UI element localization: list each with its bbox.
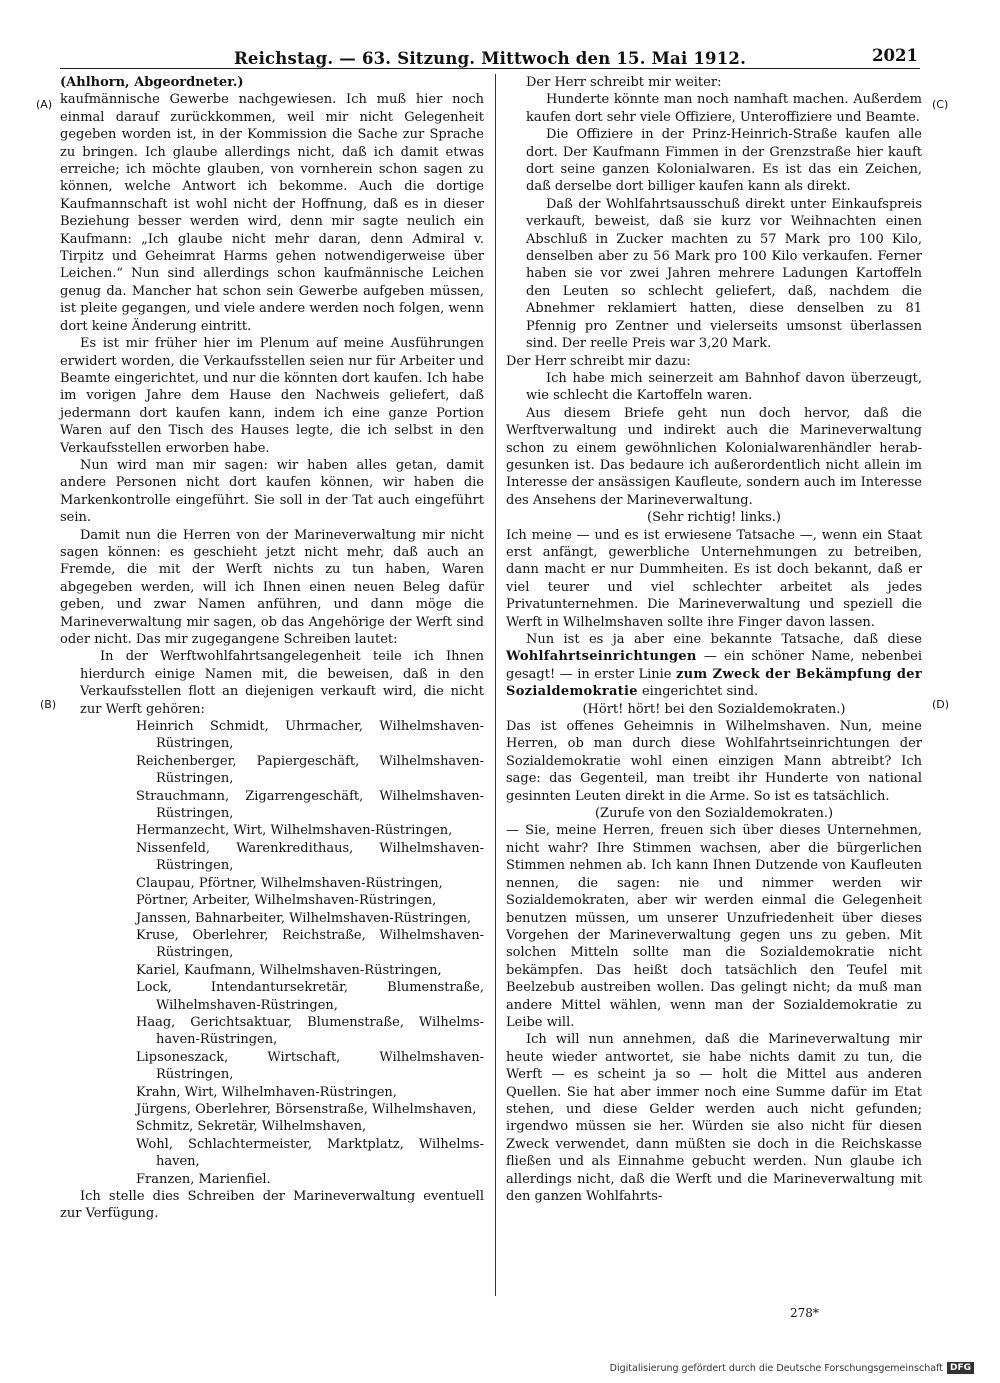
paragraph-text: Nun ist es ja aber eine bekannte Tatsache, daß diese — [526, 632, 922, 647]
paragraph — [506, 631, 922, 701]
dfg-logo: DFG — [947, 1362, 974, 1374]
emphasis-text: Wohlfahrtseinrichtungen — [506, 649, 697, 665]
paragraph-text: — ein schöner Name, nebenbei gesagt! — in erster Linie — [506, 649, 922, 682]
paragraph: Ich will nun annehmen, daß die Marineverwaltung mir heute wieder antwortet, sie habe nichts damit zu tun, die Werft — es scheint ja so — holt die Mittel aus anderen Quellen. Sie hat aber immer noch eine Summe dafür im Etat stehen, und diese Gelder werden auch nicht gefunden; irgendwo müssen sie her. Würden sie also nicht für diesen Zweck verwendet, dann müßten sie doch in die Reichskasse fließen und als Einnahme gebucht werden. Nun glaube ich allerdings nicht, daß die Werft und die Marineverwaltung mit den ganzen Wohlfahrts- — [506, 1032, 922, 1204]
paragraph: — Sie, meine Herren, freuen sich über dieses Unternehmen, nicht wahr? Ihre Stimmen wachsen, aber die bürgerlichen Stimmen nehmen ab. Ich kann Ihnen Dutzende von Kaufleuten nennen, die sagen: nie und nimmer werden wir Sozialdemokraten, aber wir werden einmal die Gelegenheit benutzen müssen, um unserer Unzufriedenheit über dieses Vorgehen der Marineverwaltung gegen uns zu geben. Mit solchen Mitteln sollte man die Sozialdemokratie nicht bekämpfen. Das heißt doch tatsächlich den Teufel mit Beelzebub austreiben wollen. Das gelingt nicht; da muß man andere Mittel wählen, wenn man der Sozialdemokratie zu Leibe will. — [506, 823, 922, 1030]
margin-mark-b: (B) — [40, 698, 57, 711]
interjection: (Zurufe von den Sozialdemokraten.) — [594, 806, 834, 822]
name-entry: Nissenfeld, Warenkredithaus, Wilhelmshaven-Rüstringen, — [136, 840, 484, 874]
margin-mark-c: (C) — [932, 98, 949, 111]
paragraph-text: eingerichtet sind. — [641, 684, 759, 700]
right-column — [506, 74, 922, 1205]
name-entry: Claupau, Pförtner, Wilhelmshaven-Rüstringen, — [136, 875, 443, 891]
left-column — [60, 74, 484, 1223]
name-entry: Lock, Intendantursekretär, Blumenstraße, Wilhelmshaven-Rüstringen, — [136, 980, 484, 1013]
name-entry: Lipsoneszack, Wirtschaft, Wilhelmshaven-Rüstringen, — [136, 1049, 484, 1083]
paragraph: Nun wird man mir sagen: wir haben alles getan, damit andere Personen nicht dort kaufen können, wir haben die Markenkontrolle eingeführt. Sie soll in der Tat auch eingeführt sein. — [60, 457, 484, 526]
running-title: Reichstag. — 63. Sitzung. Mittwoch den 15. Mai 1912. — [233, 49, 747, 68]
name-entry: Reichenberger, Papiergeschäft, Wilhelmshaven-Rüstringen, — [136, 753, 484, 787]
printer-signature: 278* — [790, 1306, 819, 1320]
quoted-letter: In der Werftwohlfahrtsangelegenheit teile ich Ihnen hierdurch einige Namen mit, die beweisen, daß in den Verkaufsstellen flott an diejenigen verkauft wird, die nicht zur Werft gehören: — [80, 649, 484, 717]
page-number: 2021 — [872, 46, 918, 65]
paragraph: Ich meine — und es ist erwiesene Tatsache —, wenn ein Staat erst anfängt, gewerbliche Unternehmungen zu betreiben, dann macht er nur Dummheiten. Es ist doch bekannt, daß er viel teurer und viel schlechter arbeitet als jedes Privatunternehmen. Die Marineverwaltung und speziell die Werft in Wilhelmshaven sollte ihre Finger davon lassen. — [506, 527, 922, 630]
interjection: (Hört! hört! bei den Sozialdemokraten.) — [582, 701, 846, 717]
column-divider — [495, 74, 496, 1296]
name-entry: Kariel, Kaufmann, Wilhelmshaven-Rüstringen, — [136, 962, 442, 978]
paragraph: Das ist offenes Geheimnis in Wilhelmshaven. Nun, meine Herren, ob man durch diese Wohlfahrtseinrichtungen der Sozialdemokratie wohl einen einzigen Mann abtreibt? Ich sage: das Gegenteil, man treibt ihr Hunderte von national gesinnten Leuten direkt in die Arme. So ist es tatsächlich. — [506, 719, 922, 804]
paragraph: Es ist mir früher hier im Plenum auf meine Ausführungen erwidert worden, die Verkaufsstellen seien nur für Arbeiter und Beamte eingerichtet, und nur die könnten dort kaufen. Ich habe im vorigen Jahre dem Hause den Nachweis geliefert, daß jedermann dort kaufen kann, indem ich eine ganze Portion Waren auf den Tisch des Hauses legte, die ich selbst in den Verkaufsstellen erworben habe. — [60, 336, 484, 456]
name-entry: Franzen, Marienfiel. — [136, 1171, 271, 1187]
name-entry: Janssen, Bahnarbeiter, Wilhelmshaven-Rüstringen, — [136, 910, 472, 926]
name-entry: Pörtner, Arbeiter, Wilhelmshaven-Rüstringen, — [136, 893, 437, 909]
quoted-letter: Hunderte könnte man noch namhaft machen. Außerdem kaufen dort sehr viele Offiziere, Unteroffiziere und Beamte. — [526, 92, 922, 125]
quoted-letter: Ich habe mich seinerzeit am Bahnhof davon überzeugt, wie schlecht die Kartoffeln waren. — [526, 370, 922, 404]
name-entry: Jürgens, Oberlehrer, Börsenstraße, Wilhelmshaven, — [136, 1101, 477, 1117]
name-entry: Schmitz, Sekretär, Wilhelmshaven, — [136, 1119, 367, 1135]
digitization-footer — [610, 1362, 974, 1374]
paragraph: Damit nun die Herren von der Marineverwaltung mir nicht sagen können: es geschieht jetzt nicht mehr, daß auch an Fremde, die mit der Werft nichts zu tun haben, Waren abgegeben werden, will ich Ihnen einen neuen Beleg dafür geben, und zwar Namen anführen, und dann möge die Marineverwaltung mir sagen, ob das Angehörige der Werft sind oder nicht. Das mir zugegangene Schreiben lautet: — [60, 527, 484, 647]
name-entry: Heinrich Schmidt, Uhrmacher, Wilhelmshaven-Rüstringen, — [136, 719, 484, 752]
speaker-label: (Ahlhorn, Abgeordneter.) — [60, 75, 244, 90]
quoted-letter: Die Offiziere in der Prinz-Heinrich-Straße kaufen alle dort. Der Kaufmann Fimmen in der Grenzstraße hier kauft dort seine ganzen Kolonialwaren. Es ist das ein Zeichen, daß derselbe dort billiger kaufen kann als direkt. — [526, 127, 922, 195]
emphasis-text: zum Zweck der Bekämpfung der Sozialdemokratie — [506, 666, 922, 700]
name-entry: Wohl, Schlachtermeister, Marktplatz, Wilhelmshaven, — [136, 1136, 484, 1170]
paragraph: kaufmännische Gewerbe nachgewiesen. Ich muß hier noch einmal darauf zurückkommen, weil mir nicht Gelegenheit gegeben worden ist, in der Kommission die Sache zur Sprache zu bringen. Ich glaube allerdings nicht, daß ich damit etwas erreiche; ich möchte glauben, von vornherein schon sagen zu können, welche Antwort ich bekomme. Auch die dortige Kaufmannschaft ist wohl nicht der Hoffnung, daß es in dieser Beziehung besser werden wird, denn mir sagte neulich ein Kaufmann: „Ich glaube nicht mehr daran, denn Admiral v. Tirpitz und Geheimrat Harms gehen notwendigerweise über Leichen.“ Nun sind allerdings schon kaufmännische Leichen genug da. Mancher hat schon sein Gewerbe aufgeben müssen, ist pleite gegangen, und viele andere werden noch folgen, wenn dort keine Änderung eintritt. — [60, 92, 484, 334]
name-entry: Hermanzecht, Wirt, Wilhelmshaven-Rüstringen, — [136, 823, 453, 839]
name-entry: Strauchmann, Zigarrengeschäft, Wilhelmshaven-Rüstringen, — [136, 788, 484, 822]
name-entry: Kruse, Oberlehrer, Reichstraße, Wilhelmshaven-Rüstringen, — [136, 927, 484, 961]
paragraph: Der Herr schreibt mir dazu: — [506, 353, 691, 369]
footer-text: Digitalisierung gefördert durch die Deutsche Forschungsgemeinschaft — [609, 1362, 943, 1374]
name-list — [60, 718, 484, 1188]
paragraph: Ich stelle dies Schreiben der Marineverwaltung eventuell zur Verfügung. — [60, 1189, 484, 1222]
margin-mark-a: (A) — [36, 98, 53, 111]
name-entry: Haag, Gerichtsaktuar, Blumenstraße, Wilhelmshaven-Rüstringen, — [136, 1014, 484, 1048]
margin-mark-d: (D) — [932, 698, 950, 711]
name-entry: Krahn, Wirt, Wilhelmhaven-Rüstringen, — [136, 1084, 397, 1100]
paragraph: Aus diesem Briefe geht nun doch hervor, daß die Werftverwaltung und indirekt auch die Marineverwaltung schon zu einem gewöhnlichen Kolonialwarenhändler herabgesunken ist. Das bedaure ich außerordentlich nicht allein im Interesse der ansässigen Kaufleute, sondern auch im Interesse des Ansehens der Marineverwaltung. — [506, 405, 922, 508]
interjection: (Sehr richtig! links.) — [647, 510, 781, 526]
quoted-letter: Daß der Wohlfahrtsausschuß direkt unter Einkaufspreis verkauft, beweist, daß sie kurz vor Weihnachten einen Abschluß in Zucker machten zu 57 Mark pro 100 Kilo, denselben aber zu 56 Mark pro 100 Kilo verkaufen. Ferner haben sie vor zwei Jahren mehrere Ladungen Kartoffeln den Leuten so schlecht geliefert, daß, nachdem die Abnehmer reklamiert hatten, diese denselben zu 81 Pfennig pro Zentner und vielerseits umsonst überlassen sind. Der reelle Preis war 3,20 Mark. — [526, 196, 922, 352]
page-header — [60, 40, 920, 69]
paragraph: Der Herr schreibt mir weiter: — [526, 75, 722, 90]
